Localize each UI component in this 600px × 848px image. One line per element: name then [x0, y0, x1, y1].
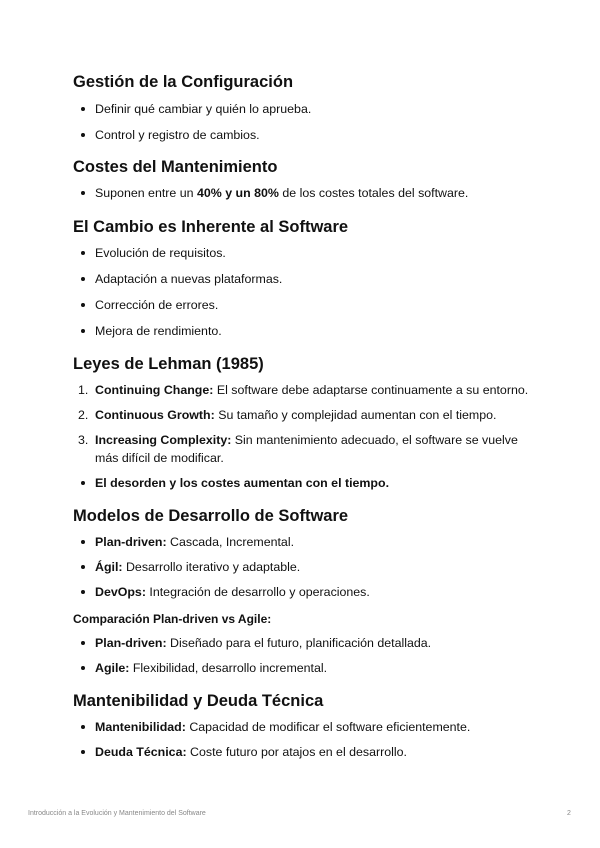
list-item: Corrección de errores.	[73, 296, 543, 314]
list-lehman-conclusion	[73, 474, 543, 492]
item-text: Desarrollo iterativo y adaptable.	[122, 560, 301, 574]
numbered-item	[73, 431, 543, 467]
item-bold: 40% y un 80%	[196, 186, 279, 200]
item-bold: Deuda Técnica:	[95, 745, 187, 759]
list-config	[73, 100, 543, 144]
list-item: Definir qué cambiar y quién lo aprueba.	[73, 100, 543, 118]
item-text: Capacidad de modificar el software eficientemente.	[185, 720, 471, 734]
numbered-item	[73, 381, 543, 399]
heading-config: Gestión de la Configuración	[73, 73, 294, 91]
item-bold: Continuing Change:	[95, 383, 214, 397]
item-text: Cascada, Incremental.	[166, 535, 295, 549]
document-body	[73, 72, 543, 761]
list-debt	[73, 718, 543, 761]
list-models	[73, 533, 543, 601]
item-number: 3.	[78, 433, 89, 447]
item-bold: Continuous Growth:	[95, 408, 215, 422]
list-item	[73, 184, 543, 202]
subheading-comparison: Comparación Plan-driven vs Agile:	[73, 612, 272, 626]
list-item: Evolución de requisitos.	[73, 244, 543, 262]
list-item: Mejora de rendimiento.	[73, 322, 543, 340]
list-item: El desorden y los costes aumentan con el tiempo.	[73, 474, 543, 492]
item-text: El software debe adaptarse continuamente a su entorno.	[213, 383, 529, 397]
list-item	[73, 659, 543, 677]
list-item: Adaptación a nuevas plataformas.	[73, 270, 543, 288]
item-text: Integración de desarrollo y operaciones.	[145, 585, 370, 599]
item-bold: Plan-driven:	[95, 535, 167, 549]
item-bold: Plan-driven:	[95, 636, 167, 650]
heading-lehman: Leyes de Lehman (1985)	[73, 355, 264, 373]
list-item	[73, 533, 543, 551]
item-text: de los costes totales del software.	[278, 186, 469, 200]
heading-models: Modelos de Desarrollo de Software	[73, 507, 349, 525]
item-text: Flexibilidad, desarrollo incremental.	[129, 661, 328, 675]
heading-costs: Costes del Mantenimiento	[73, 158, 278, 176]
item-number: 1.	[78, 383, 89, 397]
list-item: Control y registro de cambios.	[73, 126, 543, 144]
item-bold: Ágil:	[95, 560, 123, 574]
list-item	[73, 583, 543, 601]
list-item	[73, 558, 543, 576]
numbered-item	[73, 406, 543, 424]
list-item	[73, 743, 543, 761]
item-text: Sin mantenimiento adecuado, el software se vuelve más difícil de modificar.	[95, 433, 518, 465]
item-text: Diseñado para el futuro, planificación detallada.	[166, 636, 432, 650]
heading-change: El Cambio es Inherente al Software	[73, 218, 349, 236]
item-text: Su tamaño y complejidad aumentan con el tiempo.	[214, 408, 497, 422]
heading-debt: Mantenibilidad y Deuda Técnica	[73, 692, 324, 710]
item-text: Suponen entre un	[95, 186, 197, 200]
item-bold: Mantenibilidad:	[95, 720, 186, 734]
list-item	[73, 634, 543, 652]
list-item	[73, 718, 543, 736]
list-comparison	[73, 634, 543, 677]
footer-title: Introducción a la Evolución y Mantenimiento del Software	[28, 810, 206, 817]
item-bold: DevOps:	[95, 585, 146, 599]
item-number: 2.	[78, 408, 89, 422]
page-number: 2	[567, 810, 571, 817]
item-bold: Agile:	[95, 661, 130, 675]
list-change	[73, 244, 543, 340]
item-bold: Increasing Complexity:	[95, 433, 232, 447]
list-costs	[73, 184, 543, 202]
item-text: Coste futuro por atajos en el desarrollo.	[186, 745, 407, 759]
list-lehman	[73, 381, 543, 467]
